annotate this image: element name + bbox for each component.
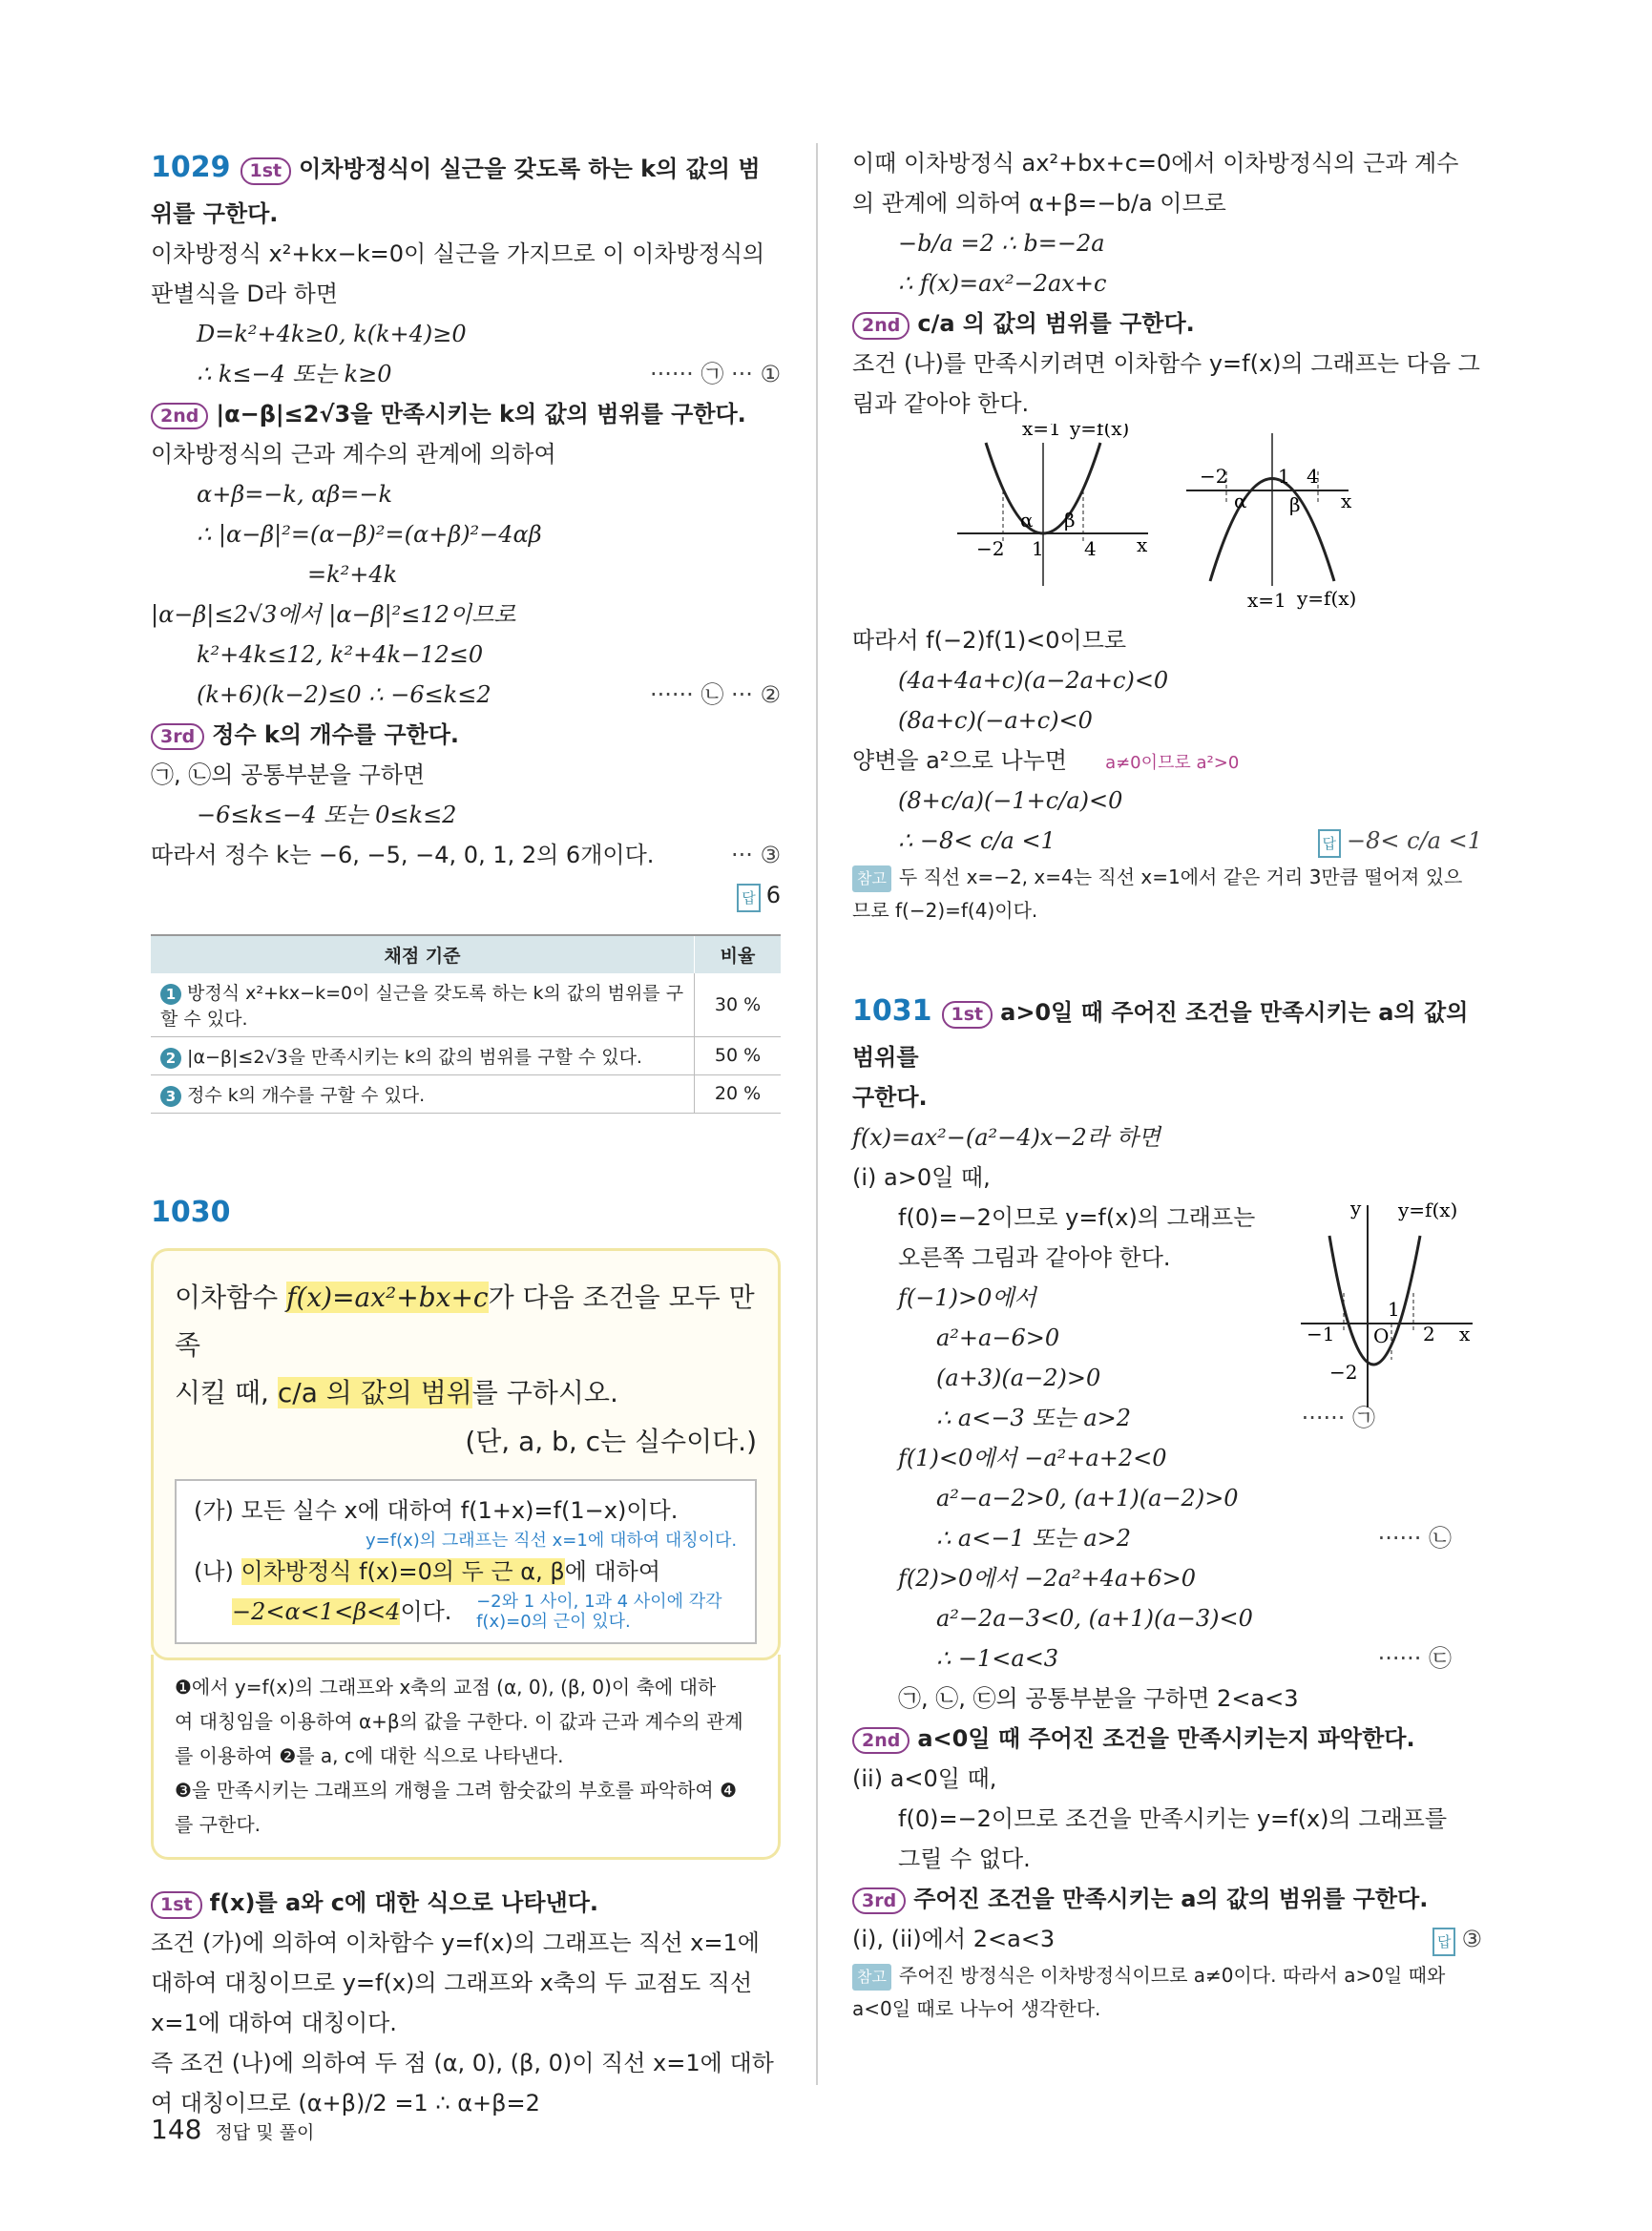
criterion-pct: 50 % — [695, 1036, 782, 1074]
equation: (k+6)(k−2)≤0 ∴ −6≤k≤2 ······ ㉡ ··· ② — [151, 675, 781, 715]
step-badge: 1st — [240, 157, 292, 185]
text-line: 림과 같아야 한다. — [852, 390, 1030, 417]
step-text: a<0일 때 주어진 조건을 만족시키는지 파악한다. — [917, 1724, 1415, 1752]
equation: α+β=−k, αβ=−k — [197, 480, 393, 508]
footer-label: 정답 및 풀이 — [215, 2122, 315, 2143]
highlight: c/a 의 값의 범위 — [277, 1377, 472, 1409]
step3-line — [151, 715, 781, 755]
equation: (8a+c)(−a+c)<0 — [898, 707, 1093, 734]
step-badge: 3rd — [852, 1887, 906, 1915]
answer-value: −8< c/a <1 — [1347, 827, 1482, 854]
table-row — [151, 1074, 781, 1113]
q1031-header — [852, 987, 1482, 1117]
equation: (4a+4a+c)(a−2a+c)<0 — [898, 667, 1169, 694]
highlight: f(x)=ax²+bx+c — [286, 1281, 489, 1313]
step-text: 구한다. — [852, 1083, 928, 1111]
answer-badge: 답 — [1432, 1928, 1456, 1956]
annotation-note-box: −2와 1 사이, 1과 4 사이에 각각 f(x)=0의 근이 있다. — [476, 1591, 722, 1633]
step-mark: ······ ㉠ ··· ① — [649, 360, 781, 387]
step-text: 주어진 조건을 만족시키는 a의 값의 범위를 구한다. — [913, 1885, 1429, 1912]
left-column — [151, 143, 781, 2123]
ref-badge: 참고 — [852, 865, 891, 892]
equation: ∴ −8< c/a <1 답 −8< c/a <1 — [852, 821, 1482, 861]
step-mark: ······ ㉡ ··· ② — [649, 680, 781, 708]
hint-line: ❶에서 y=f(x)의 그래프와 x축의 교점 (α, 0), (β, 0)이 축에 대하 — [175, 1675, 717, 1699]
label: y=f(x) — [1070, 424, 1130, 440]
label: −2 — [976, 537, 1005, 560]
answer-line — [1432, 1919, 1482, 1959]
criterion-pct: 20 % — [695, 1074, 782, 1113]
answer-line — [151, 875, 781, 915]
highlight: 이차방정식 f(x)=0의 두 근 α, β — [240, 1557, 565, 1585]
criterion-number: 3 — [160, 1086, 181, 1107]
table-row — [151, 1036, 781, 1074]
annotation-note: y=f(x)의 그래프는 직선 x=1에 대하여 대칭이다. — [366, 1531, 738, 1552]
step-mark: ······ ㉢ — [1377, 1644, 1452, 1672]
text-line: 따라서 f(−2)f(1)<0이므로 — [852, 627, 1127, 654]
equation: −6≤k≤−4 또는 0≤k≤2 — [197, 801, 457, 828]
text-line: 의 관계에 의하여 α+β=−b/a 이므로 — [852, 190, 1226, 217]
label: O — [1373, 1324, 1390, 1347]
equation: |α−β|≤2√3에서 |α−β|²≤12이므로 — [151, 600, 516, 628]
text-line: (ii) a<0일 때, — [852, 1764, 997, 1792]
equation: f(−1)>0에서 — [898, 1283, 1036, 1311]
table-header: 비율 — [695, 935, 782, 973]
equation: f(2)>0에서 −2a²+4a+6>0 — [898, 1564, 1197, 1592]
label: y — [1350, 1197, 1362, 1220]
step-text: f(x)를 a와 c에 대한 식으로 나타낸다. — [209, 1888, 599, 1916]
answer-line — [1318, 821, 1482, 861]
text-line: 판별식을 D라 하면 — [151, 280, 339, 307]
text-line: 즉 조건 (나)에 의하여 두 점 (α, 0), (β, 0)이 직선 x=1에 대하 — [151, 2049, 774, 2076]
step-mark: ··· ③ — [730, 841, 781, 868]
equation: a²−2a−3<0, (a+1)(a−3)<0 — [936, 1604, 1253, 1632]
equation: ∴ k≤−4 또는 k≥0 ······ ㉠ ··· ① — [151, 354, 781, 394]
hint-line: ❸을 만족시키는 그래프의 개형을 그려 함숫값의 부호를 파악하여 ❹ — [175, 1778, 738, 1802]
label: y=f(x) — [1398, 1198, 1458, 1221]
text-line: 조건 (가)에 의하여 이차함수 y=f(x)의 그래프는 직선 x=1에 — [151, 1929, 760, 1956]
reference-note: 참고 두 직선 x=−2, x=4는 직선 x=1에서 같은 거리 3만큼 떨어져 있으 므로 f(−2)=f(4)이다. — [852, 865, 1463, 922]
equation: ∴ |α−β|²=(α−β)²=(α+β)²−4αβ — [197, 520, 542, 548]
step3-line — [852, 1879, 1482, 1919]
hint-box — [151, 1655, 781, 1860]
label: x — [1341, 490, 1352, 512]
page-number: 148 — [151, 2114, 202, 2145]
label: x=1 — [1022, 424, 1061, 440]
label: β — [1064, 509, 1076, 532]
criterion-text: |α−β|≤2√3을 만족시키는 k의 값의 범위를 구할 수 있다. — [187, 1046, 642, 1068]
text-line: 따라서 정수 k는 −6, −5, −4, 0, 1, 2의 6개이다. ··· ③ — [151, 835, 781, 875]
grading-table — [151, 934, 781, 1114]
problem-box — [151, 1248, 781, 1660]
equation: a²−a−2>0, (a+1)(a−2)>0 — [936, 1484, 1239, 1512]
step-badge: 2nd — [852, 312, 910, 340]
text-line: x=1에 대하여 대칭이다. — [151, 2009, 397, 2036]
text-line: ㉠, ㉡의 공통부분을 구하면 — [151, 761, 426, 788]
highlight: −2<α<1<β<4 — [232, 1597, 401, 1625]
condition-box — [175, 1479, 757, 1644]
equation: D=k²+4k≥0, k(k+4)≥0 — [197, 320, 467, 347]
problem-line: 시킬 때, c/a 의 값의 범위를 구하시오. — [175, 1377, 618, 1409]
text-line: 오른쪽 그림과 같아야 한다. — [898, 1243, 1171, 1271]
parabola-graphs — [852, 424, 1482, 615]
equation: f(1)<0에서 −a²+a+2<0 — [898, 1444, 1167, 1471]
hint-line: 여 대칭임을 이용하여 α+β의 값을 구한다. 이 값과 근과 계수의 관계 — [175, 1709, 743, 1733]
right-column — [852, 143, 1482, 2026]
step-badge: 2nd — [151, 403, 208, 430]
page-footer — [151, 2114, 314, 2145]
label: y=f(x) — [1297, 587, 1357, 610]
criterion-number: 2 — [160, 1048, 181, 1069]
step-text: |α−β|≤2√3을 만족시키는 k의 값의 범위를 구한다. — [216, 400, 746, 427]
label: 1 — [1388, 1297, 1400, 1321]
label: x — [1137, 533, 1148, 556]
label: β — [1289, 493, 1301, 516]
condition-na: (나) 이차방정식 f(x)=0의 두 근 α, β에 대하여 — [194, 1557, 661, 1585]
label: x — [1459, 1322, 1471, 1345]
step-badge: 2nd — [852, 1727, 910, 1755]
equation: (a+3)(a−2)>0 — [936, 1364, 1101, 1391]
criterion-text: 방정식 x²+kx−k=0이 실근을 갖도록 하는 k의 값의 범위를 구할 수 있다. — [160, 982, 684, 1030]
graph-downward-parabola — [1186, 433, 1356, 612]
equation: f(x)=ax²−(a²−4)x−2라 하면 — [852, 1123, 1161, 1151]
equation: ∴ a<−1 또는 a>2 ······ ㉡ — [852, 1518, 1452, 1558]
answer-badge: 답 — [737, 884, 761, 912]
equation: (8+c/a)(−1+c/a)<0 — [898, 787, 1123, 814]
step-badge: 3rd — [151, 723, 204, 751]
reference-note: 참고 주어진 방정식은 이차방정식이므로 a≠0이다. 따라서 a>0일 때와 a<0일 때로 나누어 생각한다. — [852, 1963, 1446, 2020]
text-line: f(0)=−2이므로 조건을 만족시키는 y=f(x)의 그래프를 — [898, 1804, 1448, 1832]
step-badge: 1st — [151, 1891, 202, 1919]
label: 2 — [1423, 1322, 1435, 1345]
question-number: 1030 — [151, 1195, 231, 1229]
answer-value: ③ — [1461, 1925, 1482, 1952]
equation: a²+a−6>0 — [936, 1324, 1060, 1351]
step-text: 정수 k의 개수를 구한다. — [212, 720, 460, 748]
text-line: 이때 이차방정식 ax²+bx+c=0에서 이차방정식의 근과 계수 — [852, 150, 1459, 177]
criterion-pct: 30 % — [695, 973, 782, 1037]
question-number: 1031 — [852, 994, 932, 1028]
text-line: 대하여 대칭이므로 y=f(x)의 그래프와 x축의 두 교점도 직선 — [151, 1969, 753, 1996]
label: −2 — [1329, 1360, 1358, 1384]
equation: ∴ f(x)=ax²−2ax+c — [898, 270, 1107, 297]
table-row — [151, 973, 781, 1037]
step2-line — [852, 303, 1482, 344]
case-one-block — [852, 1198, 1482, 1438]
criterion-number: 1 — [160, 984, 181, 1005]
label: α — [1234, 490, 1247, 512]
hint-line: 를 이용하여 ❷를 a, c에 대한 식으로 나타낸다. — [175, 1743, 564, 1767]
hint-line: 를 구한다. — [175, 1812, 261, 1836]
text-line: ㉠, ㉡, ㉢의 공통부분을 구하면 2<a<3 — [898, 1684, 1299, 1712]
text-line: 이차방정식 x²+kx−k=0이 실근을 가지므로 이 이차방정식의 — [151, 240, 765, 267]
step-badge: 1st — [942, 1001, 993, 1029]
equation: ∴ a<−3 또는 a>2 ······ ㉠ — [852, 1398, 1375, 1438]
criterion-text: 정수 k의 개수를 구할 수 있다. — [187, 1084, 426, 1106]
equation: ∴ −1<a<3 ······ ㉢ — [852, 1638, 1452, 1678]
graph-upward-parabola — [957, 424, 1148, 586]
column-divider — [816, 143, 818, 2085]
step-mark: ······ ㉠ — [1301, 1404, 1375, 1431]
label: 4 — [1084, 537, 1097, 560]
text-line: (i), (ii)에서 2<a<3 답 ③ — [852, 1919, 1482, 1959]
answer-badge: 답 — [1318, 829, 1342, 858]
q1029-header — [151, 143, 781, 234]
step2-line — [852, 1719, 1482, 1759]
text-line: f(0)=−2이므로 y=f(x)의 그래프는 — [898, 1203, 1256, 1231]
annotation-note: a≠0이므로 a²>0 — [1105, 753, 1240, 773]
label: 1 — [1032, 537, 1044, 560]
equation: k²+4k≤12, k²+4k−12≤0 — [197, 640, 484, 668]
step-text: c/a 의 값의 범위를 구한다. — [917, 310, 1195, 337]
text-line: 그릴 수 없다. — [898, 1845, 1031, 1872]
text-line: 이차방정식의 근과 계수의 관계에 의하여 — [151, 440, 556, 468]
label: x=1 — [1247, 589, 1286, 612]
condition-na-2: −2<α<1<β<4이다. −2와 1 사이, 1과 4 사이에 각각 f(x)=0의 근이 있다. — [232, 1591, 722, 1633]
table-header: 채점 기준 — [151, 935, 695, 973]
step2-line — [151, 394, 781, 434]
equation: −b/a =2 ∴ b=−2a — [898, 230, 1105, 257]
label: α — [1020, 509, 1034, 532]
parabola-graph-1031 — [1291, 1198, 1482, 1417]
equation: =k²+4k — [307, 560, 398, 588]
question-number: 1029 — [151, 151, 231, 184]
step-text: 이차방정식이 실근을 갖도록 하는 k의 값의 범위를 구한다. — [151, 156, 761, 227]
label: 4 — [1307, 465, 1319, 488]
problem-condition: (단, a, b, c는 실수이다.) — [465, 1425, 757, 1457]
condition-ga: (가) 모든 실수 x에 대하여 f(1+x)=f(1−x)이다. — [194, 1497, 679, 1525]
label: −2 — [1200, 465, 1228, 488]
step1-line — [151, 1883, 781, 1923]
answer-value: 6 — [765, 881, 781, 908]
step-mark: ······ ㉡ — [1377, 1524, 1452, 1552]
text-line: 조건 (나)를 만족시키려면 이차함수 y=f(x)의 그래프는 다음 그 — [852, 350, 1480, 377]
problem-line: 이차함수 f(x)=ax²+bx+c가 다음 조건을 모두 만족 — [175, 1281, 755, 1361]
label: −1 — [1307, 1322, 1335, 1345]
text-line: (i) a>0일 때, — [852, 1163, 991, 1191]
text-line: 양변을 a²으로 나누면 a≠0이므로 a²>0 — [852, 747, 1240, 774]
ref-badge: 참고 — [852, 1964, 891, 1991]
text-line: 여 대칭이므로 (α+β)/2 =1 ∴ α+β=2 — [151, 2089, 540, 2116]
label: 1 — [1278, 465, 1290, 488]
step-text: a>0일 때 주어진 조건을 만족시키는 a의 값의 범위를 — [852, 999, 1469, 1071]
